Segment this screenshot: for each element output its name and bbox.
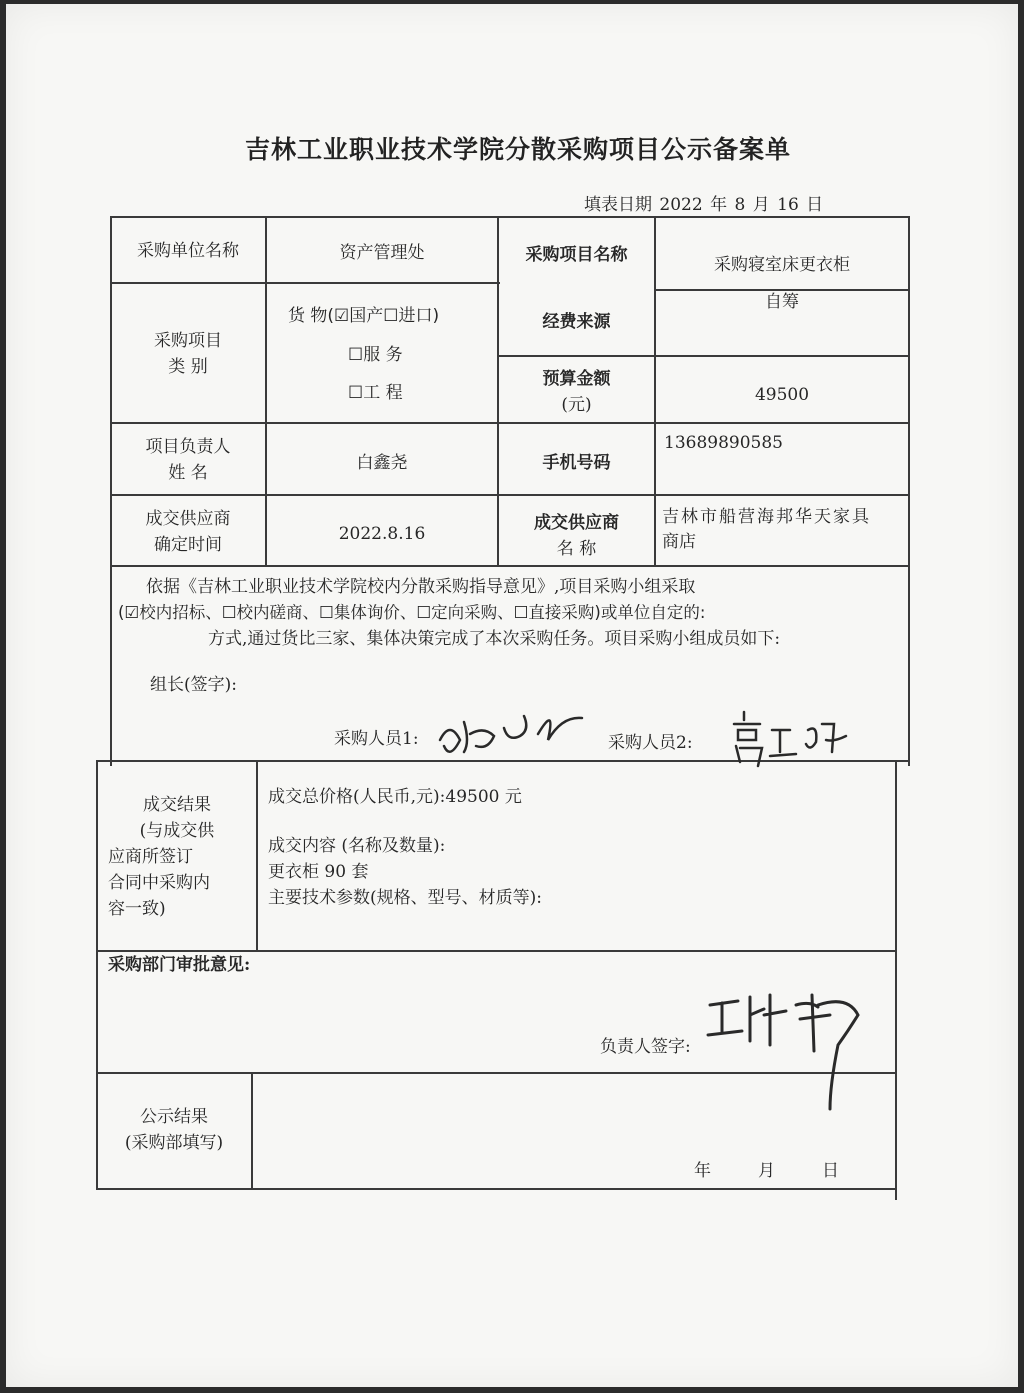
method-line-1: 依据《吉林工业职业技术学院校内分散采购指导意见》,项目采购小组采取 bbox=[146, 577, 696, 597]
supplier-time-label-2: 确定时间 bbox=[154, 535, 222, 555]
col-divider bbox=[256, 760, 258, 950]
goods-option: 货 物(☑国产☐进口) bbox=[288, 306, 440, 326]
fill-date-day-unit: 日 bbox=[806, 195, 824, 215]
approval-signer-label: 负责人签字: bbox=[600, 1037, 691, 1057]
result-label-5: 容一致) bbox=[108, 899, 166, 919]
table-border-top bbox=[110, 216, 910, 218]
row-divider bbox=[110, 565, 909, 567]
buyer1-signature bbox=[430, 700, 610, 770]
buyer1-label: 采购人员1: bbox=[334, 729, 419, 749]
result-label-2: (与成交供 bbox=[139, 821, 215, 841]
owner-label-2: 姓 名 bbox=[168, 463, 208, 483]
engineering-option: ☐工 程 bbox=[348, 383, 403, 403]
fill-date-year: 2022 bbox=[659, 195, 703, 215]
col-divider bbox=[265, 216, 267, 566]
fill-date-label: 填表日期 bbox=[584, 195, 652, 215]
result-label-4: 合同中采购内 bbox=[108, 873, 210, 893]
budget-label-1: 预算金额 bbox=[542, 369, 611, 389]
publicity-label-1: 公示结果 bbox=[140, 1107, 208, 1127]
budget-label-2: (元) bbox=[561, 395, 592, 415]
method-line-2: (☑校内招标、☐校内磋商、☐集体询价、☐定向采购、☐直接采购)或单位自定的: bbox=[118, 603, 706, 622]
fill-date-month-unit: 月 bbox=[752, 195, 770, 215]
category-label-1: 采购项目 bbox=[154, 331, 222, 351]
row-divider bbox=[110, 494, 909, 496]
row-divider bbox=[498, 355, 909, 357]
publicity-month-unit: 月 bbox=[758, 1161, 775, 1181]
owner-value: 白鑫尧 bbox=[356, 453, 408, 473]
fill-date bbox=[584, 190, 823, 215]
unit-label: 采购单位名称 bbox=[137, 241, 239, 261]
fill-date-month: 8 bbox=[734, 195, 746, 215]
phone-label: 手机号码 bbox=[542, 453, 611, 473]
category-label-2: 类 别 bbox=[168, 357, 208, 377]
content-label: 成交内容 (名称及数量): bbox=[268, 836, 446, 856]
buyer2-label: 采购人员2: bbox=[608, 733, 693, 753]
table-border-left-upper bbox=[110, 216, 112, 766]
table-border-bottom bbox=[96, 1188, 896, 1190]
publicity-day-unit: 日 bbox=[822, 1161, 839, 1181]
funding-value: 自筹 bbox=[765, 292, 799, 312]
supplier-name-value-1: 吉林市船营海邦华天家具 bbox=[662, 507, 871, 527]
publicity-label-2: (采购部填写) bbox=[124, 1133, 224, 1153]
page-title: 吉林工业职业技术学院分散采购项目公示备案单 bbox=[244, 135, 791, 164]
supplier-name-label-1: 成交供应商 bbox=[534, 513, 619, 533]
supplier-name-label-2: 名 称 bbox=[556, 539, 597, 559]
budget-value: 49500 bbox=[754, 385, 810, 405]
fill-date-year-unit: 年 bbox=[710, 195, 728, 215]
publicity-year-unit: 年 bbox=[694, 1161, 711, 1181]
owner-label-1: 项目负责人 bbox=[145, 437, 231, 457]
service-option: ☐服 务 bbox=[348, 345, 403, 365]
table-border-right-upper bbox=[908, 216, 910, 766]
supplier-time-value: 2022.8.16 bbox=[338, 524, 426, 544]
result-label-3: 应商所签订 bbox=[108, 847, 193, 867]
fill-date-day: 16 bbox=[777, 195, 799, 215]
leader-sign-label: 组长(签字): bbox=[150, 675, 237, 695]
buyer2-signature bbox=[730, 700, 860, 770]
funding-label: 经费来源 bbox=[542, 312, 611, 332]
total-price: 成交总价格(人民币,元):49500 元 bbox=[268, 787, 522, 807]
supplier-name-value-2: 商店 bbox=[662, 532, 696, 552]
approval-signature bbox=[700, 975, 900, 1125]
tech-params: 主要技术参数(规格、型号、材质等): bbox=[268, 888, 542, 908]
project-label: 采购项目名称 bbox=[525, 245, 628, 265]
row-divider bbox=[110, 282, 500, 284]
method-line-3: 方式,通过货比三家、集体决策完成了本次采购任务。项目采购小组成员如下: bbox=[208, 629, 781, 649]
row-divider bbox=[110, 422, 909, 424]
approval-label: 采购部门审批意见: bbox=[108, 955, 251, 975]
content-value: 更衣柜 90 套 bbox=[268, 862, 369, 882]
project-value: 采购寝室床更衣柜 bbox=[714, 255, 850, 275]
supplier-time-label-1: 成交供应商 bbox=[145, 509, 231, 529]
result-label-1: 成交结果 bbox=[143, 795, 211, 815]
col-divider bbox=[251, 1072, 253, 1189]
unit-value: 资产管理处 bbox=[339, 243, 425, 263]
phone-value: 13689890585 bbox=[664, 433, 783, 453]
